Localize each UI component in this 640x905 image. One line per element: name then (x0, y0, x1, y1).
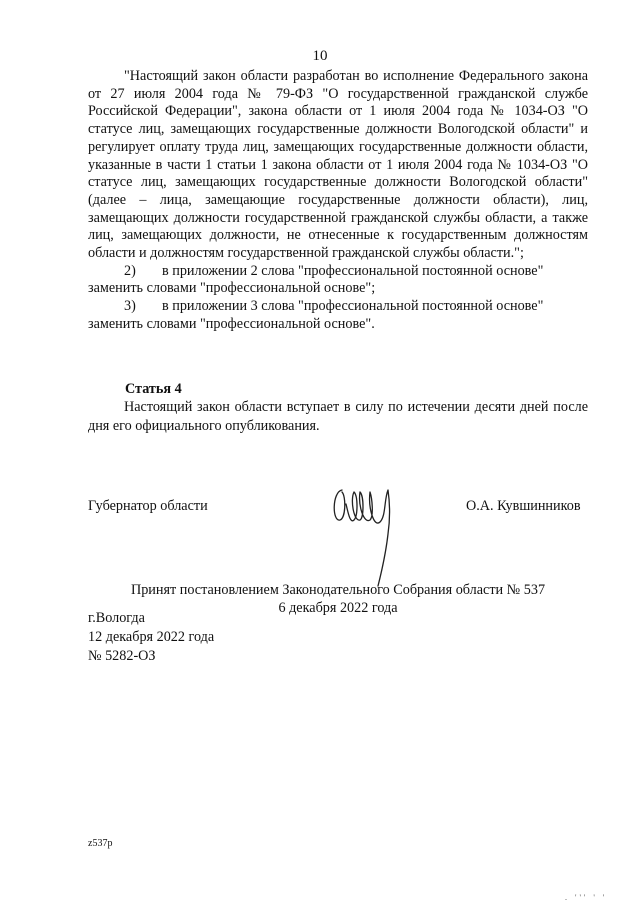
city: г.Вологда (88, 610, 145, 626)
article-title: Статья 4 (125, 381, 182, 397)
list-item-3 (88, 298, 588, 316)
place-block (88, 609, 214, 666)
list-item-text-rest: заменить словами "профессиональной основе". (88, 315, 375, 332)
list-item-number: 3) (124, 298, 136, 315)
list-item-text-first: в приложении 2 слова "профессиональной постоянной основе" (162, 262, 544, 279)
list-item-text-first: в приложении 3 слова "профессиональной постоянной основе" (162, 298, 544, 315)
adoption-date: 6 декабря 2022 года (278, 600, 398, 616)
document-code: z537p (88, 838, 113, 849)
signatory-name: О.А. Кувшинников (466, 498, 581, 514)
adoption-line: Принят постановлением Законодательного Собрания области № 537 (130, 582, 546, 598)
handwritten-signature (330, 478, 405, 590)
article-paragraph: Настоящий закон области вступает в силу по истечении десяти дней после дня его официального опубликования. (88, 399, 588, 434)
law-number: № 5282-ОЗ (88, 648, 156, 664)
law-date: 12 декабря 2022 года (88, 629, 215, 645)
page-number: 10 (312, 48, 328, 64)
list-item-text-rest: заменить словами "профессиональной основе"; (88, 280, 376, 297)
list-item-2 (88, 263, 588, 281)
body-paragraph: "Настоящий закон области разработан во исполнение Федерального закона от 27 июля 2004 года № 79-ФЗ "О государственной гражданской службе Российской Федерации", закона области от 1 июля 2004 года № 1034-ОЗ "О статусе лиц, замещающих государственные должности Вологодской области" и регулирует оплату труда лиц, замещающих государственные должности области, указанные в части 1 статьи 1 закона области от 1 июля 2004 года № 1034-ОЗ "О статусе лиц, замещающих государственные должности Вологодской области" (далее – лица, замещающие государственные должности области), лиц, замещающих должности государственной гражданской службы области, а также лиц, замещающих должности, не отнесенные к государственным должностям области и должностям государственной гражданской службы области."; (88, 68, 588, 262)
signatory-title: Губернатор области (88, 498, 208, 514)
list-item-number: 2) (124, 262, 136, 279)
scan-marks: . ''' ' ' (565, 893, 608, 902)
document-body (88, 68, 588, 334)
article-body (88, 398, 588, 436)
